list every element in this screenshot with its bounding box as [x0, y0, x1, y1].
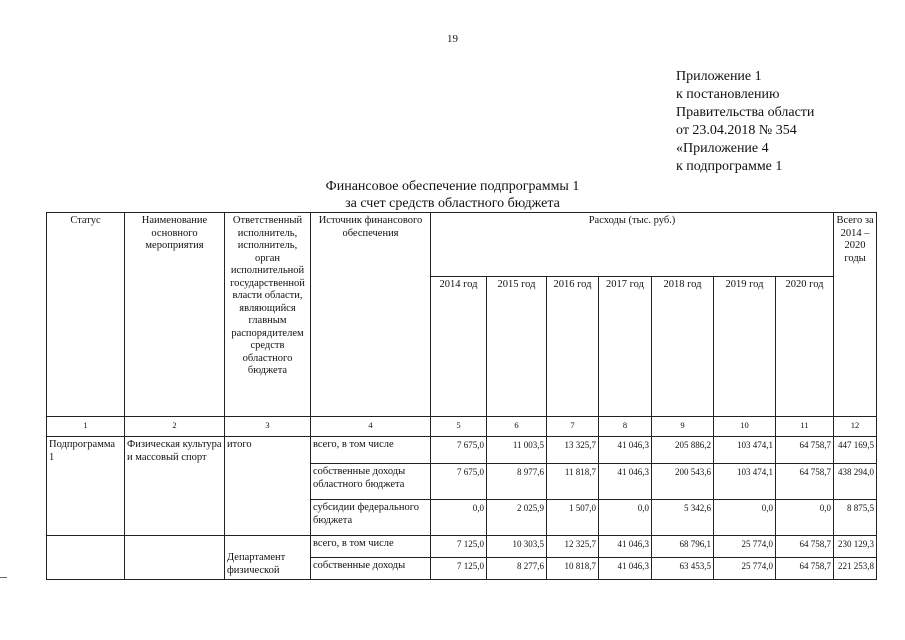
- value-cell: 12 325,7: [547, 536, 599, 558]
- year-header: 2014 год: [431, 277, 487, 417]
- value-cell: 41 046,3: [599, 536, 652, 558]
- value-cell: 0,0: [599, 500, 652, 536]
- appendix-line: к постановлению: [676, 87, 780, 102]
- value-cell: 10 818,7: [547, 558, 599, 580]
- value-cell: 7 675,0: [431, 437, 487, 464]
- total-cell: 230 129,3: [834, 536, 877, 558]
- appendix-line: «Приложение 4: [676, 141, 769, 156]
- document-title: [0, 178, 905, 212]
- value-cell: 103 474,1: [714, 437, 776, 464]
- total-cell: 221 253,8: [834, 558, 877, 580]
- column-number: 12: [834, 417, 877, 437]
- source-cell: субсидии федерального бюджета: [311, 500, 431, 536]
- table-row: [47, 437, 877, 464]
- value-cell: 11 818,7: [547, 464, 599, 500]
- year-header: 2020 год: [776, 277, 834, 417]
- source-cell: всего, в том числе: [311, 536, 431, 558]
- column-number: 5: [431, 417, 487, 437]
- header-row: [47, 213, 877, 277]
- status-cell: [47, 536, 125, 580]
- header-expenses: Расходы (тыс. руб.): [431, 213, 834, 277]
- table-row: [47, 536, 877, 558]
- value-cell: 7 675,0: [431, 464, 487, 500]
- year-header: 2016 год: [547, 277, 599, 417]
- value-cell: 1 507,0: [547, 500, 599, 536]
- value-cell: 8 977,6: [487, 464, 547, 500]
- value-cell: 0,0: [431, 500, 487, 536]
- page-number: 19: [447, 33, 458, 45]
- column-number: 6: [487, 417, 547, 437]
- column-number: 1: [47, 417, 125, 437]
- value-cell: 41 046,3: [599, 558, 652, 580]
- column-number: 10: [714, 417, 776, 437]
- appendix-line: Приложение 1: [676, 69, 762, 84]
- appendix-line: от 23.04.2018 № 354: [676, 123, 797, 138]
- value-cell: 68 796,1: [652, 536, 714, 558]
- total-cell: 447 169,5: [834, 437, 877, 464]
- year-header: 2018 год: [652, 277, 714, 417]
- budget-table: [46, 212, 877, 580]
- appendix-line: к подпрограмме 1: [676, 159, 783, 174]
- value-cell: 7 125,0: [431, 536, 487, 558]
- column-number: 3: [225, 417, 311, 437]
- header-name: Наименование основного мероприятия: [125, 213, 225, 417]
- value-cell: 2 025,9: [487, 500, 547, 536]
- value-cell: 200 543,6: [652, 464, 714, 500]
- column-number: 4: [311, 417, 431, 437]
- value-cell: 64 758,7: [776, 437, 834, 464]
- value-cell: 13 325,7: [547, 437, 599, 464]
- column-number: 9: [652, 417, 714, 437]
- column-number-row: [47, 417, 877, 437]
- header-responsible: Ответственный исполнитель, исполнитель, орган исполнительной государственной власти области, являющийся главным распорядителем средств областного бюджета: [225, 213, 311, 417]
- value-cell: 205 886,2: [652, 437, 714, 464]
- activity-name-cell: Физическая культура и массовый спорт: [125, 437, 225, 536]
- column-number: 7: [547, 417, 599, 437]
- value-cell: 64 758,7: [776, 464, 834, 500]
- value-cell: 63 453,5: [652, 558, 714, 580]
- source-cell: собственные доходы: [311, 558, 431, 580]
- total-cell: 8 875,5: [834, 500, 877, 536]
- value-cell: 103 474,1: [714, 464, 776, 500]
- source-cell: собственные доходы областного бюджета: [311, 464, 431, 500]
- value-cell: 11 003,5: [487, 437, 547, 464]
- year-header: 2019 год: [714, 277, 776, 417]
- value-cell: 25 774,0: [714, 536, 776, 558]
- title-line: Финансовое обеспечение подпрограммы 1: [325, 179, 580, 194]
- value-cell: 41 046,3: [599, 437, 652, 464]
- title-line: за счет средств областного бюджета: [345, 196, 560, 211]
- appendix-line: Правительства области: [676, 105, 815, 120]
- value-cell: 0,0: [714, 500, 776, 536]
- year-header: 2017 год: [599, 277, 652, 417]
- year-header: 2015 год: [487, 277, 547, 417]
- header-source: Источник финансового обеспечения: [311, 213, 431, 417]
- value-cell: 7 125,0: [431, 558, 487, 580]
- header-status: Статус: [47, 213, 125, 417]
- value-cell: 0,0: [776, 500, 834, 536]
- value-cell: 10 303,5: [487, 536, 547, 558]
- column-number: 2: [125, 417, 225, 437]
- margin-mark: [0, 577, 7, 578]
- value-cell: 25 774,0: [714, 558, 776, 580]
- responsible-cell: итого: [225, 437, 311, 536]
- header-total: Всего за 2014 – 2020 годы: [834, 213, 877, 417]
- value-cell: 64 758,7: [776, 558, 834, 580]
- responsible-cell: Департамент физической: [225, 536, 311, 580]
- column-number: 11: [776, 417, 834, 437]
- status-cell: Подпрограмма 1: [47, 437, 125, 536]
- activity-name-cell: [125, 536, 225, 580]
- total-cell: 438 294,0: [834, 464, 877, 500]
- column-number: 8: [599, 417, 652, 437]
- value-cell: 5 342,6: [652, 500, 714, 536]
- value-cell: 8 277,6: [487, 558, 547, 580]
- value-cell: 64 758,7: [776, 536, 834, 558]
- value-cell: 41 046,3: [599, 464, 652, 500]
- source-cell: всего, в том числе: [311, 437, 431, 464]
- appendix-block: [676, 68, 814, 176]
